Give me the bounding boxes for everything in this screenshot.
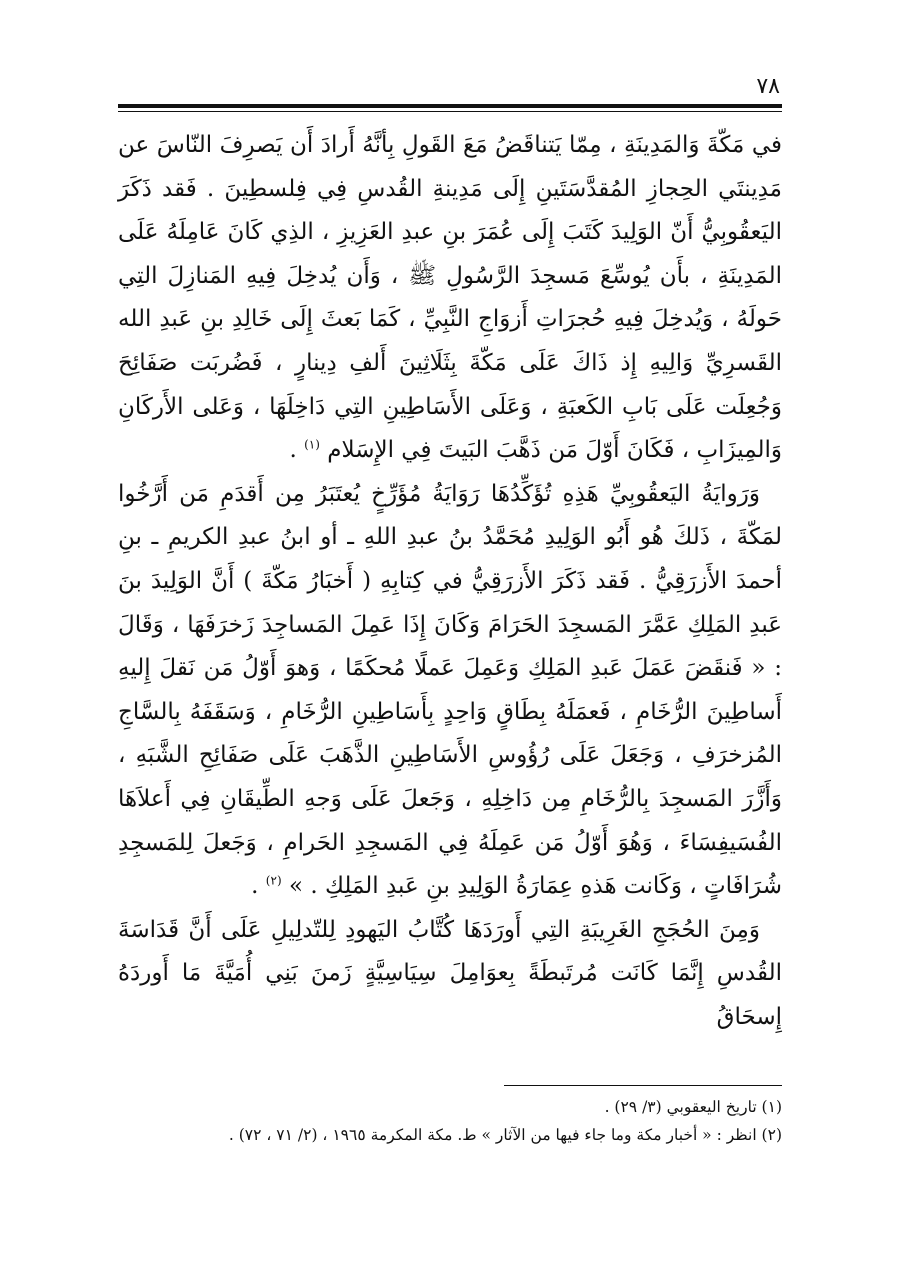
paragraph-2 [118,473,782,909]
header-rule [118,104,782,108]
paragraph-1-text: في مَكّةَ وَالمَدِينَةِ ، مِمّا يَتناقَضُ مَعَ القَولِ بِأنَّهُ أَرادَ أَن يَصرِفَ النّاسَ عن مَدِينتَي الحِجازِ المُقدَّسَتَينِ إِلَى مَدِينةِ القُدسِ فِي فِلسطِينَ . فَقد ذَكَرَ اليَعقُوبِيُّ أَنّ الوَلِيدَ كَتَبَ إِلَى عُمَرَ بنِ عبدِ العَزِيزِ ، الذِي كَانَ عَامِلَهُ عَلَى المَدِينَةِ ، بأَن يُوسِّعَ مَسجِدَ الرَّسُولِ ﷺ ، وَأَن يُدخِلَ فِيهِ المَنازِلَ التِي حَولَهُ ، وَيُدخِلَ فِيهِ حُجرَاتِ أَزوَاجِ النَّبِيِّ ، كَمَا بَعثَ إِلَى خَالِدِ بنِ عَبدِ الله القَسرِيِّ وَالِيهِ إِذ ذَاكَ عَلَى مَكّةَ بِثَلَاثِينَ أَلفِ دِينارٍ ، فَضُربَت صَفَائِحَ وَجُعِلَت عَلَى بَابِ الكَعبَةِ ، وَعَلَى الأَسَاطِينِ التِي دَاخِلَهَا ، وَعَلى الأَركَانِ وَالمِيزَابِ ، فَكَانَ أَوّلَ مَن ذَهَّبَ البَيتَ فِي الإِسَلام [118,132,782,464]
body-text [118,124,782,1039]
page-number: ٧٨ [756,74,780,99]
footnote-ref-2: (٢) [265,873,282,888]
footnotes [118,1093,782,1149]
paragraph-3: وَمِنَ الحُجَجِ الغَرِيبَةِ التِي أَورَدَهَا كُتَّابُ اليَهودِ لِلتّدلِيلِ عَلَى أَنَّ قَدَاسَةَ القُدسِ إِنَّمَا كَانَت مُرتَبطَةً بِعوَامِلَ سِيَاسِيَّةٍ زَمنَ بَنِي أُمَيَّةَ مَا أَوردَهُ إِسحَاقُ [118,916,782,1030]
paragraph-1-tail: . [289,437,305,464]
footnote-2: (٢) انظر : « أخبار مكة وما جاء فيها من الآثار » ط. مكة المكرمة ١٩٦٥ ، (٢/ ٧١ ، ٧٢) . [228,1126,782,1144]
footnote-1: (١) تاريخ اليعقوبي (٣/ ٢٩) . [604,1098,782,1116]
paragraph-2-text: وَرَوايَةُ اليَعقُوبِيِّ هَذِهِ تُؤَكِّدُهَا رَوَايَةُ مُؤَرِّخٍ يُعتَبَرُ مِن أَقدَمِ مَن أَرَّخُوا لمَكّةَ ، ذَلكَ هُو أَبُو الوَلِيدِ مُحَمَّدُ بنُ عبدِ اللهِ ـ أو ابنُ عبدِ الكريمِ ـ بنِ أحمدَ الأَزرَقِيُّ . فَقد ذَكَرَ الأَزرَقِيُّ في كِتابِهِ ( أَخبَارُ مَكّةَ ) أَنَّ الوَلِيدَ بنَ عَبدِ المَلِكِ عَمَّرَ المَسجِدَ الحَرَامَ وَكَانَ إِذَا عَمِلَ المَساجِدَ زَخرَفَهَا ، وَقَالَ : « فَنقَضَ عَمَلَ عَبدِ المَلِكِ وَعَمِلَ عَملًا مُحكَمًا ، وَهوَ أَوّلُ مَن نَقلَ إِليهِ أَساطِينَ الرُّخَامِ ، فَعمَلَهُ بِطَاقٍ وَاحِدٍ بِأَسَاطِينِ الرُّخَامِ ، وَسَقَفَهُ بِالسَّاجِ المُزخرَفِ ، وَجَعَلَ عَلَى رُؤُوسِ الأَسَاطِينِ الذَّهَبَ عَلَى صَفَائِحِ الشَّبَهِ ، وَأَزَّرَ المَسجِدَ بِالرُّخَامِ مِن دَاخِلِهِ ، وَجَعلَ عَلَى وَجهِ الطِّيقَانِ فِي أَعلاَهَا الفُسَيفِسَاءَ ، وَهُوَ أَوّلُ مَن عَمِلَهُ فِي المَسجِدِ الحَرامِ ، وَجَعلَ لِلمَسجِدِ شُرَافَاتٍ ، وَكَانت هَذهِ عِمَارَةُ الوَلِيدِ بنِ عَبدِ المَلِكِ . » [118,480,782,900]
header-rule-thin [118,111,782,112]
paragraph-1 [118,124,782,473]
paragraph-2-tail: . [251,873,266,900]
footnote-ref-1: (١) [304,437,320,452]
footnote-rule [504,1085,782,1086]
